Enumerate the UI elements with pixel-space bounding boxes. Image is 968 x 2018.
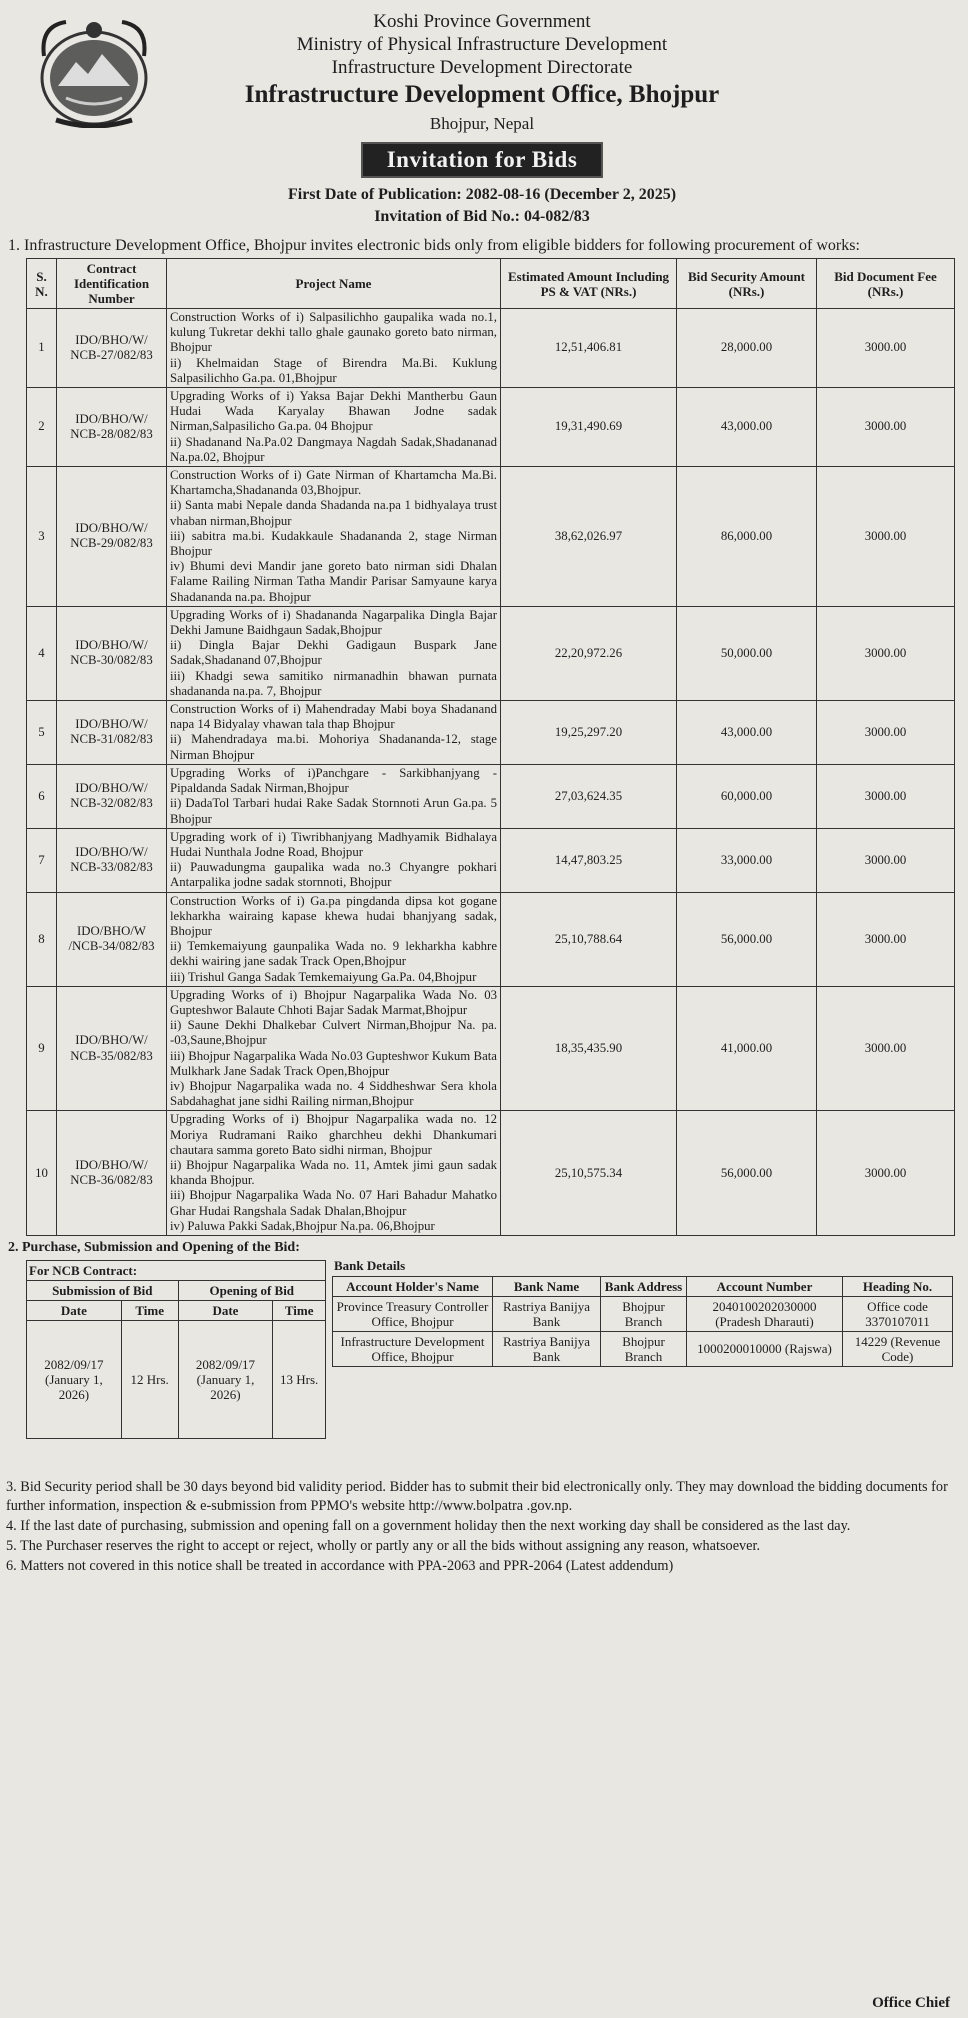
project-item: ii) Shadanand Na.Pa.02 Dangmaya Nagdah Sadak,Shadananad Na.pa.02, Bhojpur (170, 434, 497, 464)
table-row (27, 388, 955, 467)
table-row (27, 892, 955, 986)
bank-col-bank: Bank Name (493, 1276, 601, 1296)
project-item: iv) Bhumi devi Mandir jane goreto bato nirman sidi Dhalan Falame Railing Nirman Tatha Mandir Parisar Samyaune karya Shadananda na.pa. Bhojpur (170, 559, 497, 604)
col-document-fee: Bid Document Fee (NRs.) (817, 259, 955, 309)
row-contract-id: IDO/BHO/W/ NCB-30/082/83 (57, 606, 167, 700)
bank-details-table (332, 1276, 953, 1367)
row-contract-id: IDO/BHO/W/ NCB-32/082/83 (57, 764, 167, 828)
project-item: iv) Bhojpur Nagarpalika wada no. 4 Siddheshwar Sera khola Sabdahaghat jane sidhi Railing nirman,Bhojpur (170, 1078, 497, 1109)
row-project-name (167, 388, 501, 467)
bank-details-title: Bank Details (334, 1257, 406, 1273)
office-location: Bhojpur, Nepal (429, 114, 535, 133)
row-document-fee: 3000.00 (817, 892, 955, 986)
row-document-fee: 3000.00 (817, 467, 955, 607)
project-item: Construction Works of i) Ga.pa pingdanda dipsa kot gogane lekharkha wairaing kapase khewa hudai bhanjyang sadak, Bhojpur (170, 893, 497, 938)
project-item: ii) Dingla Bajar Dekhi Gadigaun Buspark Jane Sadak,Shadanand 07,Bhojpur (170, 638, 497, 668)
ministry-name: Ministry of Physical Infrastructure Development (296, 34, 668, 55)
bank-name: Rastriya Banijya Bank (493, 1296, 601, 1331)
section2-title: 2. Purchase, Submission and Opening of the Bid: (8, 1239, 300, 1255)
bank-address: Bhojpur Branch (601, 1331, 687, 1366)
bid-number: Invitation of Bid No.: 04-082/83 (374, 208, 590, 225)
row-sn: 8 (27, 892, 57, 986)
bank-name: Rastriya Banijya Bank (493, 1331, 601, 1366)
row-document-fee: 3000.00 (817, 1111, 955, 1236)
row-estimated-amount: 14,47,803.25 (501, 828, 677, 892)
project-item: iv) Paluwa Pakki Sadak,Bhojpur Na.pa. 06,Bhojpur (170, 1218, 435, 1233)
note-4: 4. If the last date of purchasing, submission and opening fall on a government holiday then the next working day shall be considered as the last day. (6, 1517, 851, 1534)
project-item: ii) Santa mabi Nepale danda Shadanda na.pa 1 bidhyalaya trust vhaban nirman,Bhojpur (170, 498, 497, 528)
table-header-row (27, 259, 955, 309)
row-sn: 7 (27, 828, 57, 892)
row-project-name (167, 828, 501, 892)
row-contract-id: IDO/BHO/W/ NCB-29/082/83 (57, 467, 167, 607)
section2-tables (6, 1256, 958, 1476)
row-bid-security: 43,000.00 (677, 701, 817, 765)
bank-col-address: Bank Address (601, 1276, 687, 1296)
project-item: Construction Works of i) Gate Nirman of Khartamcha Ma.Bi. Khartamcha,Shadananda 03,Bhojpur. (170, 468, 497, 498)
bank-holder: Infrastructure Development Office, Bhojpur (333, 1331, 493, 1366)
row-project-name (167, 606, 501, 700)
project-item: Construction Works of i) Mahendraday Mabi boya Shadanand napa 14 Bidyalay vhawan tala thap Bhojpur (170, 702, 497, 732)
publication-date: First Date of Publication: 2082-08-16 (December 2, 2025) (287, 186, 677, 203)
row-document-fee: 3000.00 (817, 388, 955, 467)
row-contract-id: IDO/BHO/W/ NCB-31/082/83 (57, 701, 167, 765)
notice-title-banner: Invitation for Bids (361, 142, 604, 178)
bank-holder: Province Treasury Controller Office, Bhojpur (333, 1296, 493, 1331)
project-item: Upgrading Works of i)Panchgare - Sarkibhanjyang - Pipaldanda Sadak Nirman,Bhojpur (170, 765, 497, 796)
row-project-name (167, 309, 501, 388)
row-estimated-amount: 22,20,972.26 (501, 606, 677, 700)
bank-heading-no: 14229 (Revenue Code) (843, 1331, 953, 1366)
row-bid-security: 56,000.00 (677, 1111, 817, 1236)
project-item: ii) Saune Dekhi Dhalkebar Culvert Nirman,Bhojpur Na. pa. -03,Saune,Bhojpur (170, 1018, 497, 1048)
bank-row (333, 1331, 953, 1366)
signature: Office Chief (872, 1995, 950, 2011)
row-project-name (167, 701, 501, 765)
bank-account-number: 2040100202030000 (Pradesh Dharauti) (687, 1296, 843, 1331)
row-bid-security: 33,000.00 (677, 828, 817, 892)
row-project-name (167, 467, 501, 607)
note-3: 3. Bid Security period shall be 30 days beyond bid validity period. Bidder has to submit their bid electronically only. They may download the bidding documents for further information, inspection & e-submission from PPMO's website http://www.bolpatra .gov.np. (6, 1478, 948, 1514)
row-document-fee: 3000.00 (817, 986, 955, 1111)
row-document-fee: 3000.00 (817, 606, 955, 700)
table-row (27, 764, 955, 828)
project-item: Upgrading work of i) Tiwribhanjyang Madhyamik Bidhalaya Hudai Nunthala Jodne Road, Bhojpur (170, 829, 497, 859)
note-5: 5. The Purchaser reserves the right to accept or reject, wholly or partly any or all the bids without assigning any reason, whatsoever. (6, 1537, 761, 1554)
table-row (27, 986, 955, 1111)
project-item: ii) Pauwadungma gaupalika wada no.3 Chyangre pokhari Antarpalika jodne sadak stornnoti, Bhojpur (170, 860, 497, 890)
project-item: iii) Bhojpur Nagarpalika Wada No.03 Gupteshwor Kukum Bata Mulkhark Jane Sadak Track Open,Bhojpur (170, 1048, 497, 1078)
row-sn: 9 (27, 986, 57, 1111)
project-item: iii) sabitra ma.bi. Kudakkaule Shadananda 2, stage Nirman Bhojpur (170, 528, 497, 559)
project-item: Upgrading Works of i) Bhojpur Nagarpalika Wada No. 03 Gupteshwor Balaute Chhoti Bajar Sadak Marmat,Bhojpur (170, 987, 497, 1017)
opening-date: 2082/09/17 (January 1, 2026) (178, 1320, 273, 1438)
project-item: Upgrading Works of i) Yaksa Bajar Dekhi Mantherbu Gaun Hudai Wada Karyalay Bhawan Jodne sadak Nirman,Salpasilicho Ga.pa. 04 Bhojpur (170, 389, 497, 434)
row-sn: 3 (27, 467, 57, 607)
project-item: Upgrading Works of i) Bhojpur Nagarpalika wada no. 12 Moriya Rudramani Raiko gharchheu dekhi Dhankumari chautara samma goreto Bato sidhi nirman, Bhojpur (170, 1112, 497, 1157)
row-project-name (167, 1111, 501, 1236)
open-time-header: Time (273, 1300, 326, 1320)
table-row (27, 606, 955, 700)
row-estimated-amount: 25,10,575.34 (501, 1111, 677, 1236)
office-name: Infrastructure Development Office, Bhojpur (244, 81, 720, 108)
table-row (27, 701, 955, 765)
row-bid-security: 43,000.00 (677, 388, 817, 467)
row-estimated-amount: 19,31,490.69 (501, 388, 677, 467)
ncb-title: For NCB Contract: (27, 1260, 326, 1280)
row-estimated-amount: 38,62,026.97 (501, 467, 677, 607)
row-sn: 4 (27, 606, 57, 700)
row-project-name (167, 892, 501, 986)
row-estimated-amount: 18,35,435.90 (501, 986, 677, 1111)
project-item: Construction Works of i) Salpasilichho gaupalika wada no.1, kulung Tukretar dekhi tallo ghale gaunako goreto bato nirman, Bhojpur (170, 310, 497, 355)
row-bid-security: 28,000.00 (677, 309, 817, 388)
col-contract-id: Contract Identification Number (57, 259, 167, 309)
bank-account-number: 1000200010000 (Rajswa) (687, 1331, 843, 1366)
row-document-fee: 3000.00 (817, 764, 955, 828)
col-project-name: Project Name (167, 259, 501, 309)
opening-time: 13 Hrs. (273, 1320, 326, 1438)
row-sn: 10 (27, 1111, 57, 1236)
table-row (27, 467, 955, 607)
sub-date-header: Date (27, 1300, 122, 1320)
project-item: iii) Khadgi sewa samitiko nirmanadhin bhawan purnata shadananda na.pa. 7, Bhojpur (170, 668, 497, 698)
project-item: ii) Bhojpur Nagarpalika Wada no. 11, Amtek jimi gaun sadak khanda Bhojpur. (170, 1157, 497, 1188)
row-bid-security: 50,000.00 (677, 606, 817, 700)
bank-col-number: Account Number (687, 1276, 843, 1296)
opening-header: Opening of Bid (178, 1280, 325, 1300)
project-item: ii) DadaTol Tarbari hudai Rake Sadak Stornnoti Arun Ga.pa. 5 Bhojpur (170, 796, 497, 826)
row-project-name (167, 986, 501, 1111)
project-item: iii) Trishul Ganga Sadak Temkemaiyung Ga.Pa. 04,Bhojpur (170, 969, 477, 984)
row-estimated-amount: 12,51,406.81 (501, 309, 677, 388)
col-bid-security: Bid Security Amount (NRs.) (677, 259, 817, 309)
row-contract-id: IDO/BHO/W /NCB-34/082/83 (57, 892, 167, 986)
project-item: ii) Mahendradaya ma.bi. Mohoriya Shadananda-12, stage Nirman Bhojpur (170, 732, 497, 762)
table-row (27, 828, 955, 892)
col-estimated-amount: Estimated Amount Including PS & VAT (NRs.) (501, 259, 677, 309)
bids-table (26, 258, 955, 1236)
notes (6, 1478, 958, 1576)
bank-col-heading: Heading No. (843, 1276, 953, 1296)
table-row (27, 309, 955, 388)
bank-address: Bhojpur Branch (601, 1296, 687, 1331)
row-bid-security: 41,000.00 (677, 986, 817, 1111)
row-document-fee: 3000.00 (817, 828, 955, 892)
row-estimated-amount: 27,03,624.35 (501, 764, 677, 828)
row-contract-id: IDO/BHO/W/ NCB-28/082/83 (57, 388, 167, 467)
row-contract-id: IDO/BHO/W/ NCB-33/082/83 (57, 828, 167, 892)
row-sn: 2 (27, 388, 57, 467)
header-text (6, 10, 958, 228)
project-item: iii) Bhojpur Nagarpalika Wada No. 07 Hari Bahadur Mahatko Ghar Hudai Rangshala Sadak Dhalan,Bhojpur (170, 1188, 497, 1218)
bank-col-holder: Account Holder's Name (333, 1276, 493, 1296)
intro-paragraph: 1. Infrastructure Development Office, Bhojpur invites electronic bids only from eligible bidders for following procurement of works: (8, 237, 860, 254)
bank-row (333, 1296, 953, 1331)
header (6, 6, 958, 236)
submission-time: 12 Hrs. (121, 1320, 178, 1438)
row-contract-id: IDO/BHO/W/ NCB-27/082/83 (57, 309, 167, 388)
bank-heading-no: Office code 3370107011 (843, 1296, 953, 1331)
row-sn: 5 (27, 701, 57, 765)
row-bid-security: 56,000.00 (677, 892, 817, 986)
row-contract-id: IDO/BHO/W/ NCB-36/082/83 (57, 1111, 167, 1236)
project-item: ii) Khelmaidan Stage of Birendra Ma.Bi. Kuklung Salpasilichho Ga.pa. 01,Bhojpur (170, 355, 497, 385)
row-estimated-amount: 25,10,788.64 (501, 892, 677, 986)
row-document-fee: 3000.00 (817, 309, 955, 388)
project-item: ii) Temkemaiyung gaunpalika Wada no. 9 lekharkha kabhre dekhi wairing jane sadak Track Open,Bhojpur (170, 939, 497, 969)
row-sn: 6 (27, 764, 57, 828)
note-6: 6. Matters not covered in this notice shall be treated in accordance with PPA-2063 and PPR-2064 (Latest addendum) (6, 1557, 674, 1574)
province-name: Koshi Province Government (373, 11, 591, 32)
table-row (27, 1111, 955, 1236)
row-contract-id: IDO/BHO/W/ NCB-35/082/83 (57, 986, 167, 1111)
submission-date: 2082/09/17 (January 1, 2026) (27, 1320, 122, 1438)
schedule-table (26, 1260, 326, 1439)
row-bid-security: 86,000.00 (677, 467, 817, 607)
open-date-header: Date (178, 1300, 273, 1320)
directorate-name: Infrastructure Development Directorate (331, 57, 633, 78)
col-sn: S. N. (27, 259, 57, 309)
row-project-name (167, 764, 501, 828)
submission-header: Submission of Bid (27, 1280, 179, 1300)
project-item: Upgrading Works of i) Shadananda Nagarpalika Dingla Bajar Dekhi Jamune Baidhgaun Sadak,Bhojpur (170, 607, 497, 638)
row-bid-security: 60,000.00 (677, 764, 817, 828)
row-sn: 1 (27, 309, 57, 388)
row-document-fee: 3000.00 (817, 701, 955, 765)
sub-time-header: Time (121, 1300, 178, 1320)
row-estimated-amount: 19,25,297.20 (501, 701, 677, 765)
